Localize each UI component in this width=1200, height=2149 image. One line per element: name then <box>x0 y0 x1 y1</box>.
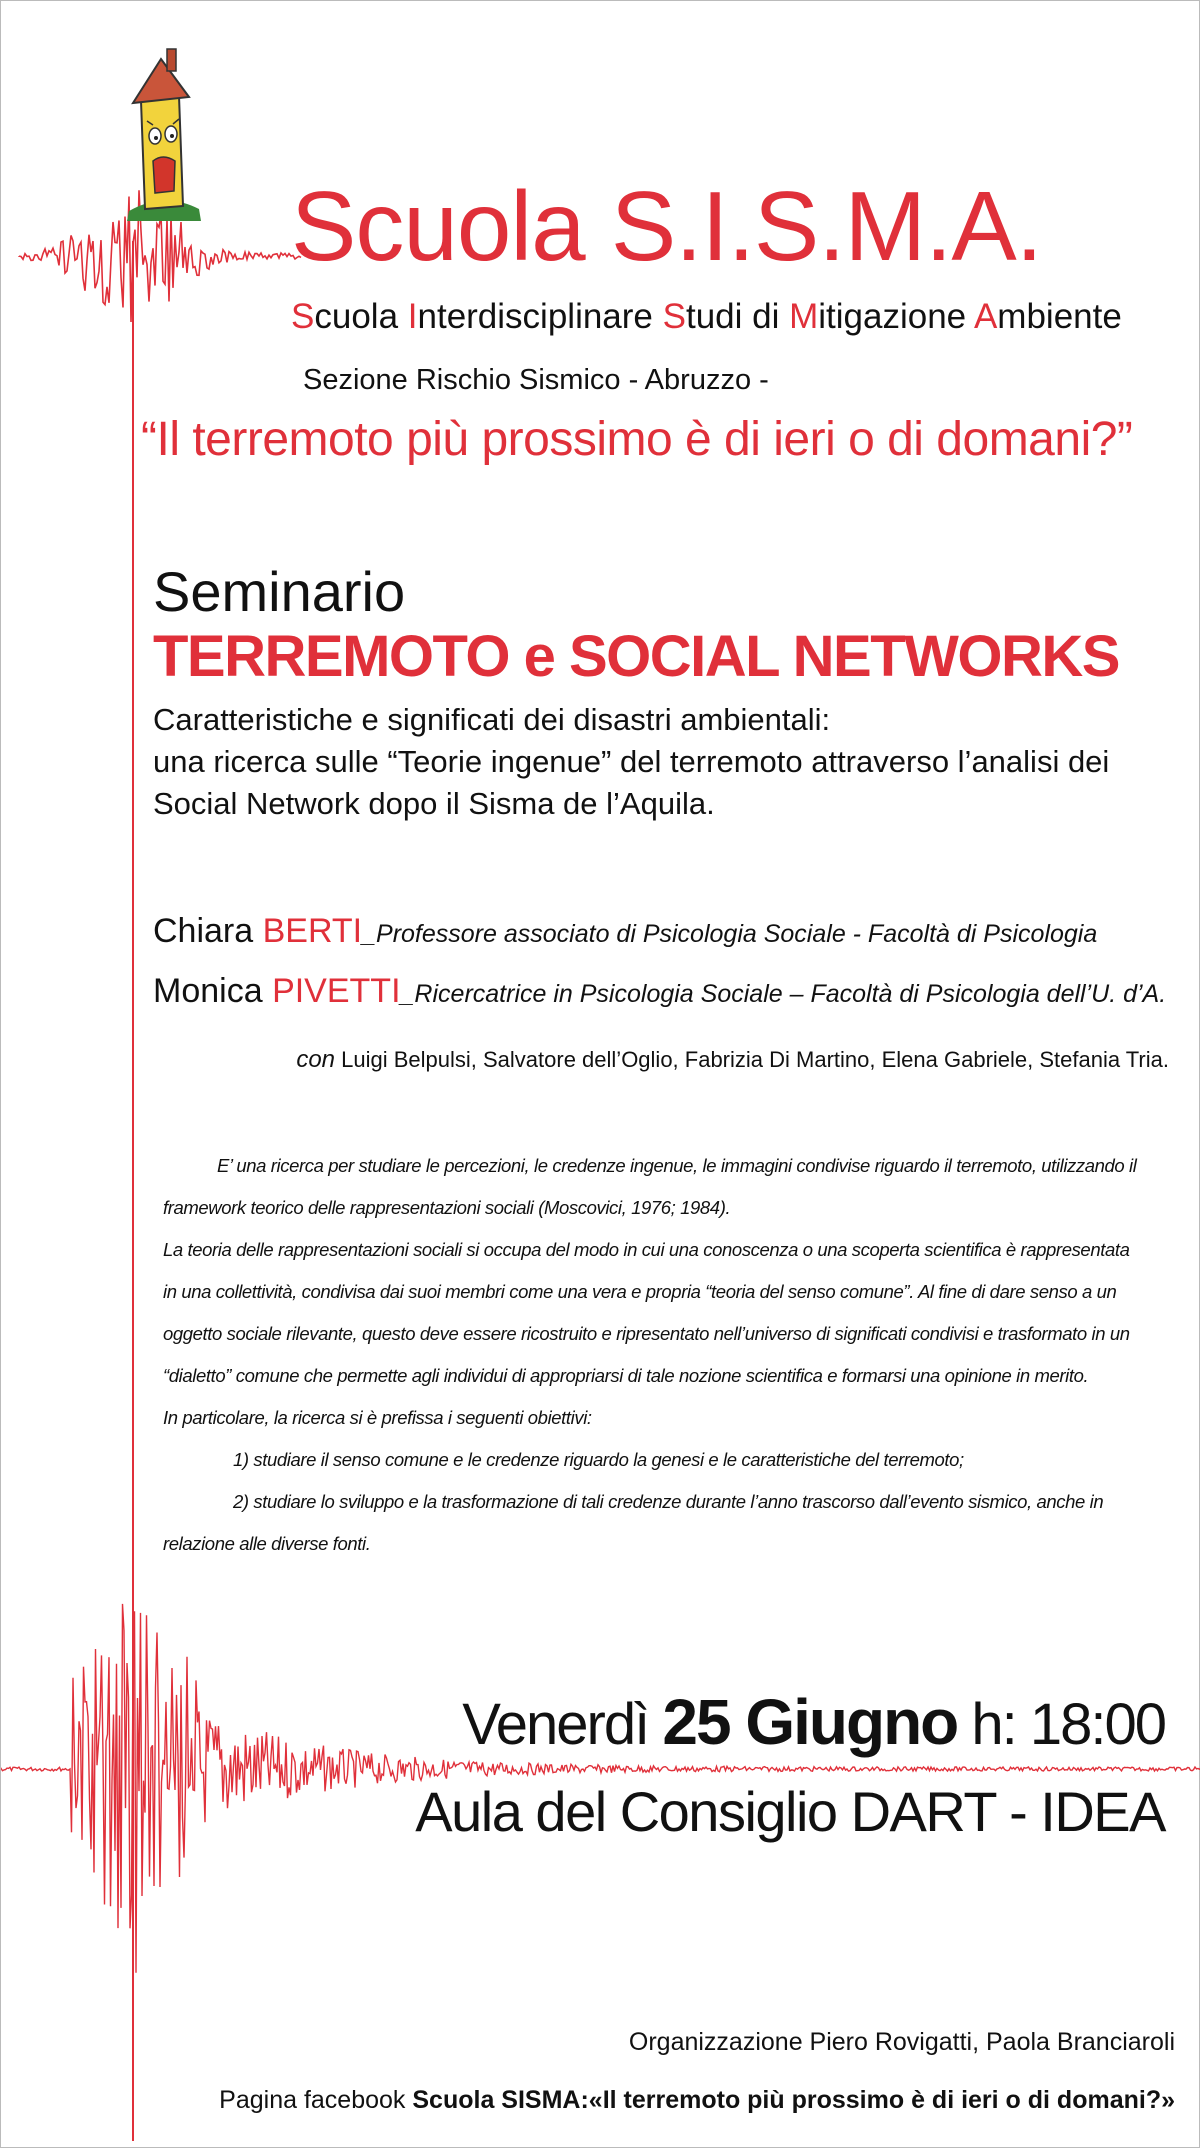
speaker-last-name: PIVETTI <box>272 972 401 1010</box>
section-label: Sezione Rischio Sismico - Abruzzo - <box>303 364 769 396</box>
speaker-first-name: Monica <box>153 972 273 1010</box>
initial-m: M <box>789 297 819 336</box>
abstract-line: E’ una ricerca per studiare le percezioni, le credenze ingenue, le immagini condivise riguardo il terremoto, utilizzando il <box>217 1155 1137 1176</box>
event-date <box>462 1687 1165 1760</box>
research-abstract <box>163 1145 1173 1565</box>
seminar-description <box>153 699 1183 825</box>
abstract-line: “dialetto” comune che permette agli individui di appropriarsi di tale nozione scientifica e formarsi una opinione in merito. <box>163 1365 1089 1386</box>
facebook-prefix: Pagina facebook <box>219 2086 413 2114</box>
collaborators <box>296 1045 1169 1075</box>
word-rest: nterdisciplinare <box>417 297 663 336</box>
collaborators-prefix: con <box>296 1046 336 1073</box>
facebook-page <box>219 2084 1175 2116</box>
speaker-role: _Professore associato di Psicologia Sociale - Facoltà di Psicologia <box>362 920 1098 948</box>
facebook-page-name: Scuola SISMA:«Il terremoto più prossimo è di ieri o di domani?» <box>412 2086 1175 2114</box>
word-rest: mbiente <box>997 297 1122 336</box>
abstract-line: oggetto sociale rilevante, questo deve essere ricostruito e ripresentato nell’universo di significati condivisi e trasformato in un <box>163 1323 1130 1344</box>
description-line: Social Network dopo il Sisma de l’Aquila. <box>153 786 715 821</box>
initial-s: S <box>291 297 315 336</box>
organizers: Organizzazione Piero Rovigatti, Paola Branciaroli <box>628 2028 1175 2056</box>
school-full-name <box>291 297 1122 337</box>
event-date-bold: 25 Giugno <box>662 1686 958 1758</box>
abstract-line: in una collettività, condivisa dai suoi membri come una vera e propria “teoria del senso comune”. Al fine di dare senso a un <box>163 1281 1117 1302</box>
crooked-house-icon <box>119 41 209 221</box>
abstract-line: relazione alle diverse fonti. <box>163 1533 371 1554</box>
abstract-line: framework teorico delle rappresentazioni sociali (Moscovici, 1976; 1984). <box>163 1197 731 1218</box>
motto-quote: “Il terremoto più prossimo è di ieri o di domani?” <box>141 413 1133 466</box>
abstract-line: In particolare, la ricerca si è prefissa i seguenti obiettivi: <box>163 1407 592 1428</box>
speaker-pivetti <box>153 971 1166 1014</box>
word-rest: itigazione <box>818 297 974 336</box>
initial-i: I <box>407 297 418 336</box>
seminar-label: Seminario <box>153 560 406 623</box>
description-line: una ricerca sulle “Teorie ingenue” del terremoto attraverso l’analisi dei <box>153 744 1110 779</box>
speaker-first-name: Chiara <box>153 912 263 950</box>
school-title: Scuola S.I.S.M.A. <box>291 171 1042 281</box>
word-rest: tudi di <box>685 297 790 336</box>
event-time: h: 18:00 <box>957 1692 1165 1757</box>
description-line: Caratteristiche e significati dei disastri ambientali: <box>153 702 831 737</box>
abstract-line: La teoria delle rappresentazioni sociali si occupa del modo in cui una conoscenza o una scoperta scientifica è rappresentata <box>163 1239 1130 1260</box>
initial-s2: S <box>662 297 686 336</box>
collaborators-names: Luigi Belpulsi, Salvatore dell’Oglio, Fabrizia Di Martino, Elena Gabriele, Stefania Tria. <box>335 1047 1169 1072</box>
initial-a: A <box>973 297 998 336</box>
speaker-last-name: BERTI <box>262 912 363 950</box>
event-day: Venerdì <box>462 1692 663 1757</box>
seminar-title: TERREMOTO e SOCIAL NETWORKS <box>153 624 1119 689</box>
word-rest: cuola <box>314 297 408 336</box>
objective-item: 2) studiare lo sviluppo e la trasformazione di tali credenze durante l’anno trascorso dall’evento sismico, anche in <box>233 1491 1104 1512</box>
objective-item: 1) studiare il senso comune e le credenze riguardo la genesi e le caratteristiche del terremoto; <box>233 1449 964 1470</box>
speaker-role: _Ricercatrice in Psicologia Sociale – Facoltà di Psicologia dell’U. d’A. <box>400 980 1167 1008</box>
event-place: Aula del Consiglio DART - IDEA <box>415 1780 1165 1843</box>
speaker-berti <box>153 911 1097 954</box>
